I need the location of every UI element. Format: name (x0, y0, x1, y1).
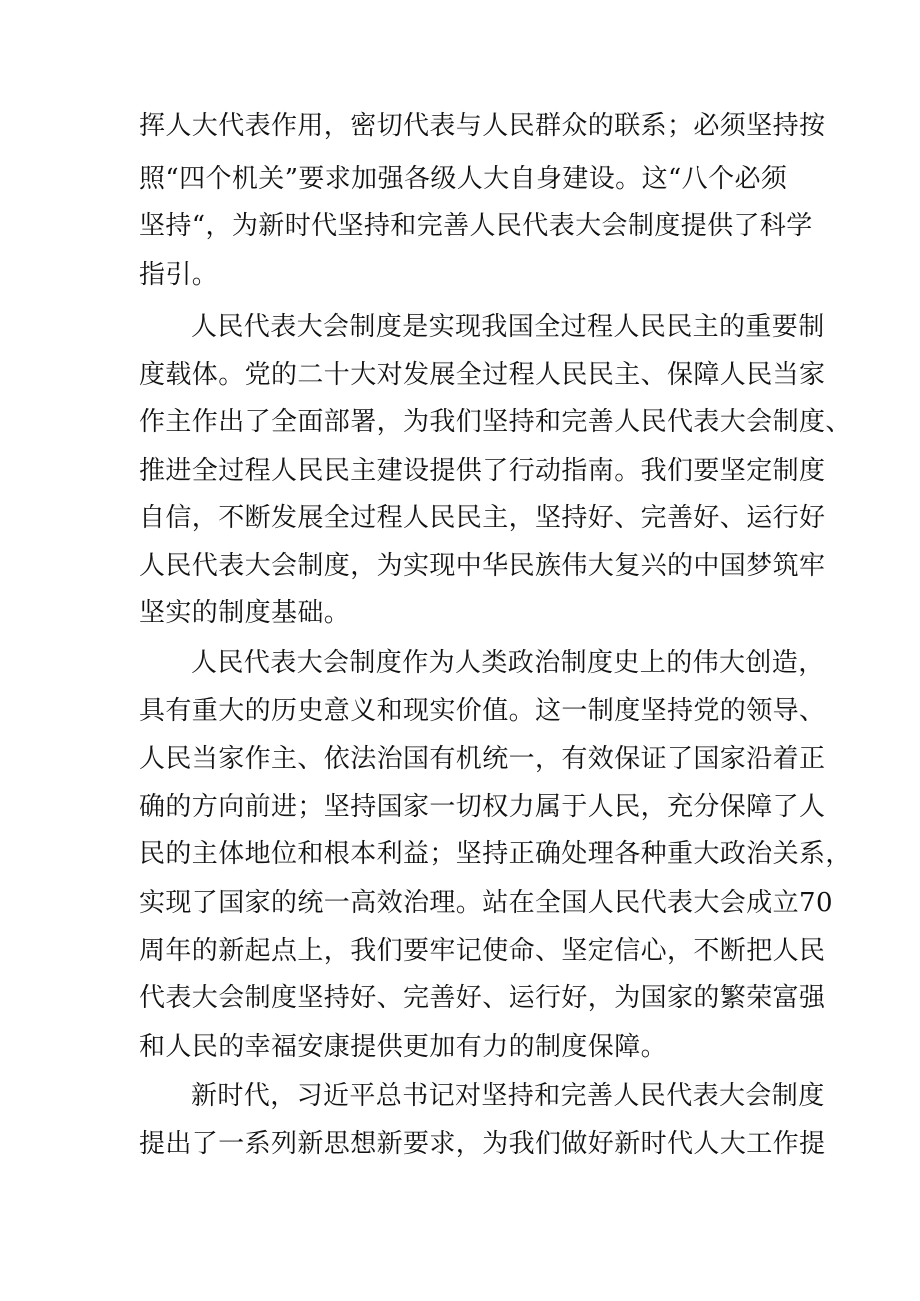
paragraph-first-line: 新时代，习近平总书记对坚持和完善人民代表大会制度 (191, 1081, 825, 1111)
text-line: 实现了国家的统一高效治理。站在全国人民代表大会成立70 (139, 888, 833, 918)
text-line: 周年的新起点上，我们要牢记使命、坚定信心，不断把人民 (139, 936, 826, 966)
text-line: 作主作出了全面部署，为我们坚持和完善人民代表大会制度、 (139, 407, 852, 437)
text-line: 人民代表大会制度，为实现中华民族伟大复兴的中国梦筑牢 (139, 551, 826, 581)
text-line: 代表大会制度坚持好、完善好、运行好，为国家的繁荣富强 (139, 983, 826, 1013)
text-line: 提出了一系列新思想新要求，为我们做好新时代人大工作提 (139, 1129, 826, 1159)
text-line: 民的主体地位和根本利益；坚持正确处理各种重大政治关系， (139, 839, 852, 869)
text-line: 度载体。党的二十大对发展全过程人民民主、保障人民当家 (139, 360, 826, 390)
text-line: 挥人大代表作用，密切代表与人民群众的联系；必须坚持按 (139, 111, 826, 141)
paragraph-first-line: 人民代表大会制度是实现我国全过程人民民主的重要制 (191, 312, 825, 342)
text-line: 指引。 (139, 260, 219, 290)
text-line: 具有重大的历史意义和现实价值。这一制度坚持党的领导、 (139, 696, 826, 726)
text-line: 人民当家作主、依法治国有机统一，有效保证了国家沿着正 (139, 744, 826, 774)
text-line: 推进全过程人民民主建设提供了行动指南。我们要坚定制度 (139, 456, 826, 486)
text-line: 自信，不断发展全过程人民民主，坚持好、完善好、运行好 (139, 503, 826, 533)
text-line: 和人民的幸福安康提供更加有力的制度保障。 (139, 1032, 668, 1062)
text-line: 照“四个机关”要求加强各级人大自身建设。这“八个必须 (139, 164, 788, 194)
text-line: 确的方向前进；坚持国家一切权力属于人民，充分保障了人 (139, 792, 826, 822)
text-line: 坚持“，为新时代坚持和完善人民代表大会制度提供了科学 (139, 211, 813, 241)
paragraph-first-line: 人民代表大会制度作为人类政治制度史上的伟大创造， (191, 648, 825, 678)
text-line: 坚实的制度基础。 (139, 598, 351, 628)
